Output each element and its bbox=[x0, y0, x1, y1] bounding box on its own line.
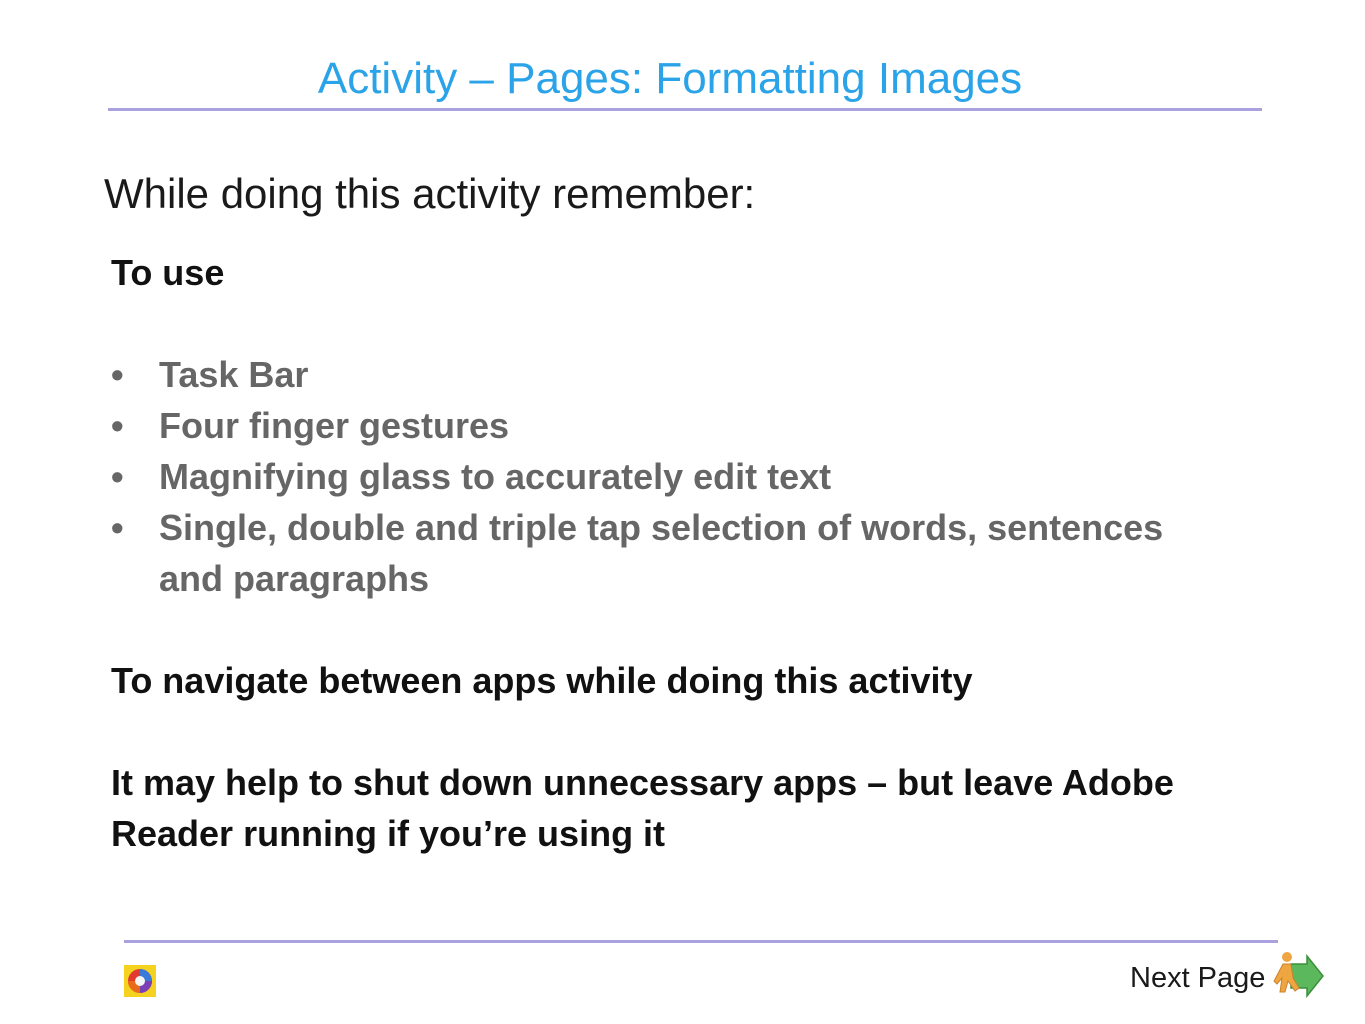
circular-swirl-logo-icon bbox=[124, 965, 156, 997]
spacer bbox=[111, 604, 1311, 655]
bullet-marker: • bbox=[111, 354, 124, 395]
list-item bbox=[111, 400, 1311, 451]
navigate-instruction: To navigate between apps while doing this activity bbox=[111, 660, 973, 701]
shutdown-instruction: It may help to shut down unnecessary apps – but leave Adobe Reader running if you’re using it bbox=[111, 762, 1174, 854]
title-divider bbox=[108, 108, 1262, 111]
spacer bbox=[111, 298, 1311, 349]
list-item bbox=[111, 349, 1311, 400]
bullet-marker: • bbox=[111, 456, 124, 497]
bullet-text: Magnifying glass to accurately edit text bbox=[159, 456, 832, 497]
footer-divider bbox=[124, 940, 1278, 943]
next-page-button[interactable] bbox=[1130, 958, 1325, 998]
content-body bbox=[111, 247, 1311, 859]
list-item bbox=[111, 502, 1199, 604]
heading-to-use: To use bbox=[111, 252, 225, 293]
bullet-marker: • bbox=[111, 507, 124, 548]
slide-subtitle: While doing this activity remember: bbox=[104, 170, 756, 217]
slide-title: Activity – Pages: Formatting Images bbox=[317, 54, 1023, 103]
next-page-label: Next Page bbox=[1130, 961, 1266, 994]
bullet-text: Task Bar bbox=[159, 354, 309, 395]
list-item bbox=[111, 451, 1311, 502]
bullet-text: Four finger gestures bbox=[159, 405, 510, 446]
bullet-text: Single, double and triple tap selection of words, sentences and paragraphs bbox=[159, 507, 1164, 599]
bullet-list bbox=[111, 349, 1311, 604]
walking-figure-arrow-icon bbox=[1269, 948, 1325, 1004]
spacer bbox=[111, 706, 1311, 757]
bullet-marker: • bbox=[111, 405, 124, 446]
